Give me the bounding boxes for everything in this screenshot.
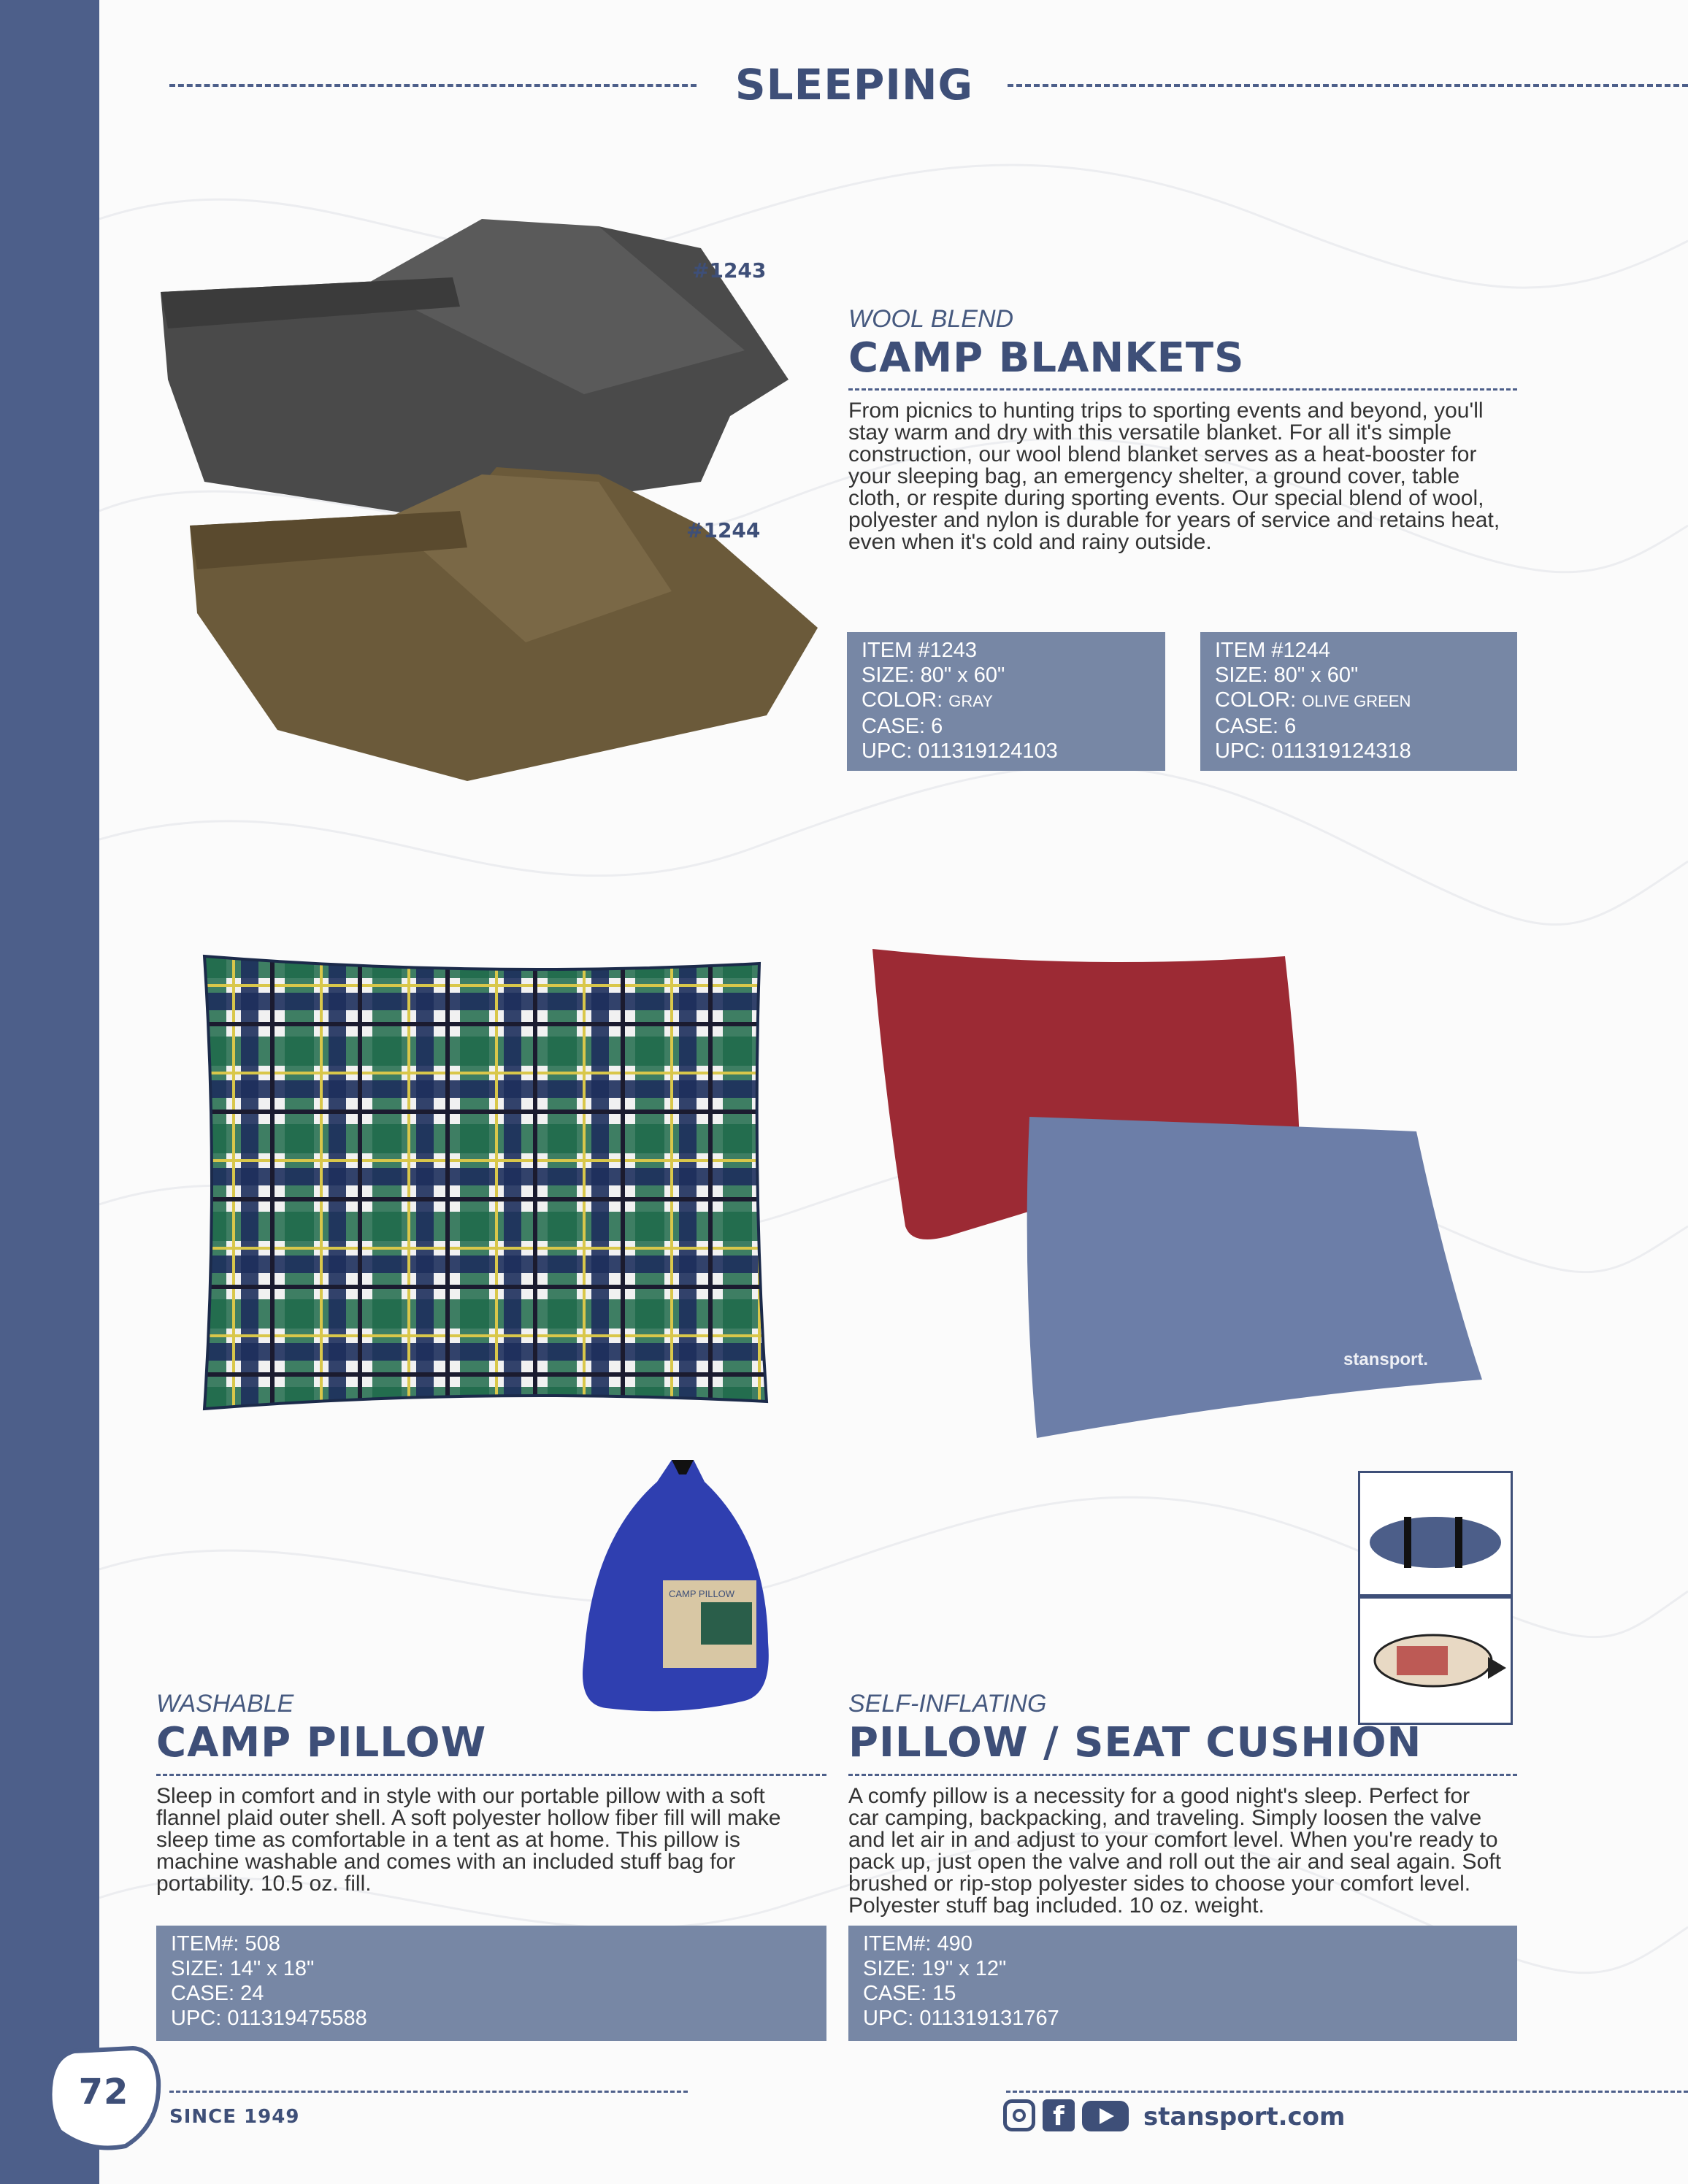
website-link[interactable]: stansport.com [1143,2102,1346,2131]
spec-upc: UPC: 011319124318 [1215,739,1411,763]
thumbnail-rolled-pillow [1358,1471,1513,1596]
spec-size: SIZE: 14" x 18" [171,1957,315,1980]
item-code-1243: #1243 [692,258,767,282]
bag-label: CAMP PILLOW [669,1588,735,1599]
spec-case: CASE: 6 [1215,715,1297,738]
stuff-bag-image [577,1453,781,1723]
spec-item: ITEM #1244 [1215,639,1330,662]
spec-color-value: GRAY [948,692,993,710]
spec-box-1244 [1200,632,1517,771]
blankets-rule [848,388,1517,391]
since-label: SINCE 1949 [169,2106,300,2128]
spec-color-value: OLIVE GREEN [1302,692,1411,710]
spec-upc: UPC: 011319124103 [862,739,1058,763]
spec-item: ITEM#: 508 [171,1932,280,1956]
camp-pillow-title: CAMP PILLOW [156,1719,487,1766]
spec-size: SIZE: 80" x 60" [1215,664,1359,687]
seat-cushion-description: A comfy pillow is a necessity for a good night's sleep. Perfect for car camping, backpacking, and traveling. Simply loosen the valve and let air in and adjust to your comfort level. When you're ready to pack up, just open the valve and roll out the air and seal again. Soft brushed or rip-stop polyester sides to choose your comfort level. Polyester stuff bag included. 10 oz. weight. [848,1784,1501,1918]
page-number: 72 [78,2072,129,2112]
stuff-sack-image [1360,1599,1511,1723]
blankets-title: CAMP BLANKETS [848,334,1245,382]
camp-pillow-description: Sleep in comfort and in style with our portable pillow with a soft flannel plaid outer shell. A soft polyester hollow fiber fill will make sleep time as comfortable in a tent as at home. This pillow is machine washable and comes with an included stuff bag for portability. 10.5 oz. fill. [156,1784,781,1896]
camp-pillow-rule [156,1774,826,1776]
youtube-icon[interactable] [1082,2101,1129,2131]
spec-case: CASE: 6 [862,715,943,738]
spec-size: SIZE: 80" x 60" [862,664,1005,687]
facebook-icon[interactable]: f [1043,2099,1075,2131]
spec-case: CASE: 24 [171,1982,264,2005]
seat-cushion-kicker: SELF-INFLATING [848,1690,1047,1718]
spec-case: CASE: 15 [863,1982,956,2005]
header-rule-left [169,84,697,87]
spec-box-508 [156,1926,826,2041]
spec-color: COLOR: OLIVE GREEN [1215,688,1411,712]
section-title: SLEEPING [734,60,974,109]
footer-rule-left [169,2091,688,2093]
plaid-pillow-image [197,949,774,1423]
blankets-description: From picnics to hunting trips to sporting events and beyond, you'll stay warm and dry with this versatile blanket. For all it's simple construction, our wool blend blanket serves as a heat-booster for your sleeping bag, an emergency shelter, a ground cover, table cloth, or respite during sporting events. Our special blend of wool, polyester and nylon is durable for years of service and retains heat, even when it's cold and rainy outside. [848,399,1500,554]
rolled-pillow-image [1360,1473,1511,1594]
spec-item: ITEM #1243 [862,639,977,662]
instagram-icon[interactable] [1003,2099,1035,2131]
seat-cushion-rule [848,1774,1517,1776]
spec-color: COLOR: GRAY [862,688,993,712]
item-code-1244: #1244 [686,518,761,542]
stansport-brand-mark: stansport. [1343,1350,1429,1369]
spec-size: SIZE: 19" x 12" [863,1957,1007,1980]
self-inflating-pillows-image [862,942,1489,1453]
camp-pillow-kicker: WASHABLE [156,1690,294,1718]
footer-rule-right [1006,2091,1688,2093]
spec-item: ITEM#: 490 [863,1932,972,1956]
header-rule-right [1008,84,1688,87]
thumbnail-stuff-sack [1358,1596,1513,1725]
spec-upc: UPC: 011319131767 [863,2007,1059,2030]
spec-box-1243 [847,632,1165,771]
blankets-kicker: WOOL BLEND [848,305,1014,333]
camp-blankets-image [146,204,825,788]
spec-box-490 [848,1926,1517,2041]
left-sidebar-band [0,0,99,2184]
spec-upc: UPC: 011319475588 [171,2007,367,2030]
seat-cushion-title: PILLOW / SEAT CUSHION [848,1719,1422,1766]
